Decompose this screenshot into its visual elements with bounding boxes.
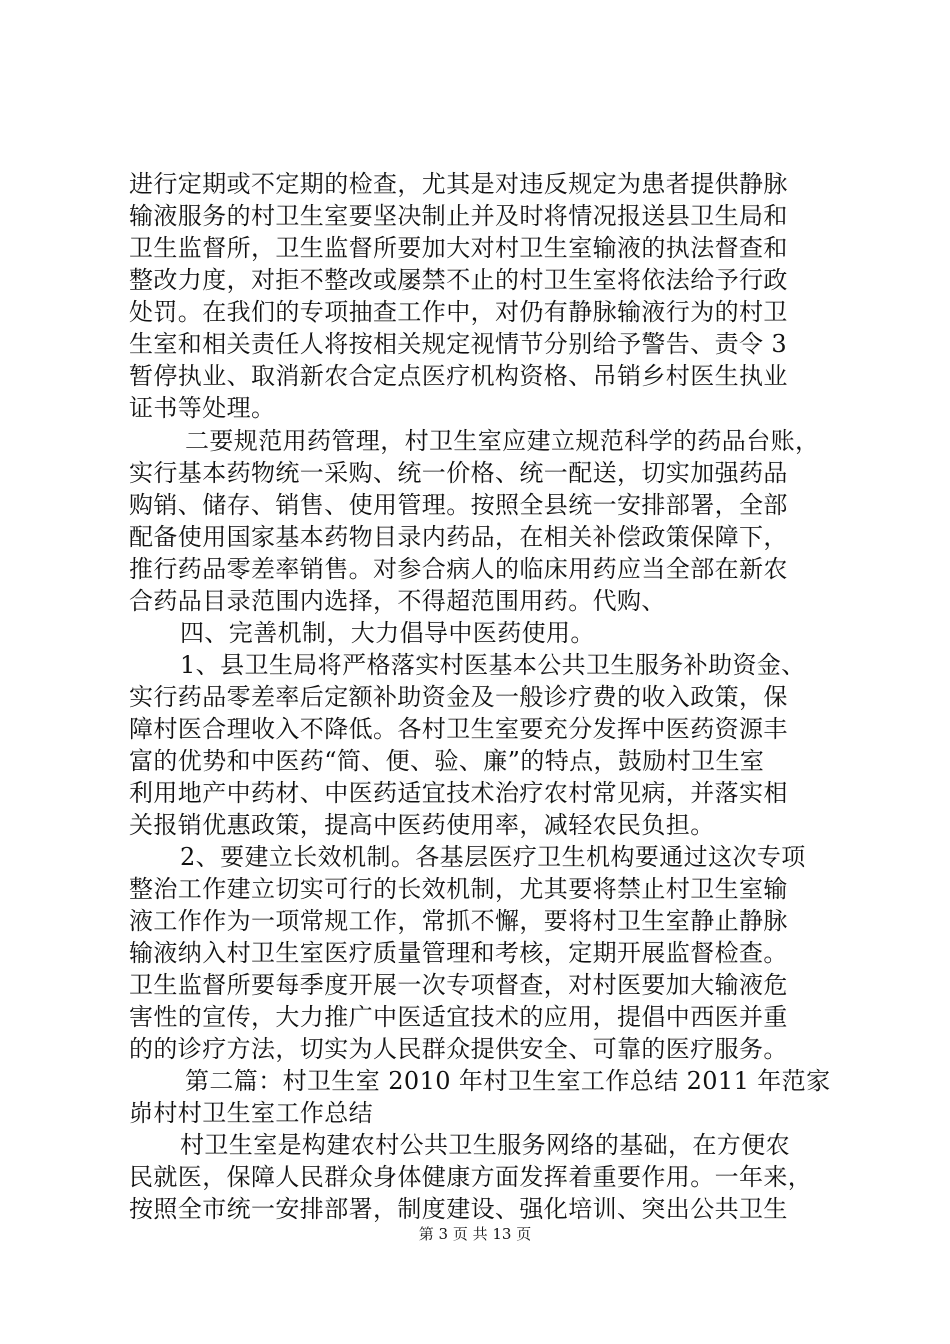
text-line-22: 2、要建立长效机制。各基层医疗卫生机构要通过这次专项 xyxy=(180,843,806,871)
text-line-10: 实行基本药物统一采购、统一价格、统一配送，切实加强药品 xyxy=(129,459,788,487)
text-line-24: 液工作作为一项常规工作，常抓不懈，要将村卫生室静止静脉 xyxy=(129,907,788,935)
text-line-26: 卫生监督所要每季度开展一次专项督查，对村医要加大输液危 xyxy=(129,971,788,999)
text-line-16: 1、县卫生局将严格落实村医基本公共卫生服务补助资金、 xyxy=(180,651,806,679)
text-line-19: 富的优势和中医药“简、便、验、廉”的特点，鼓励村卫生室 xyxy=(129,747,765,775)
text-line-12: 配备使用国家基本药物目录内药品，在相关补偿政策保障下， xyxy=(129,523,788,551)
text-line-28: 的的诊疗方法，切实为人民群众提供安全、可靠的医疗服务。 xyxy=(129,1035,788,1063)
text-line-21: 关报销优惠政策，提高中医药使用率，减轻农民负担。 xyxy=(129,811,715,839)
text-line-3: 卫生监督所，卫生监督所要加大对村卫生室输液的执法督查和 xyxy=(129,234,788,262)
text-line-33: 按照全市统一安排部署，制度建设、强化培训、突出公共卫生 xyxy=(129,1195,788,1223)
page-number-label: 第 3 页 共 13 页 xyxy=(418,1225,532,1243)
text-line-13: 推行药品零差率销售。对参合病人的临床用药应当全部在新农 xyxy=(129,555,788,583)
text-line-8: 证书等处理。 xyxy=(129,394,276,422)
text-line-15: 四、完善机制，大力倡导中医药使用。 xyxy=(180,619,595,647)
text-line-29: 第二篇：村卫生室 2010 年村卫生室工作总结 2011 年范家 xyxy=(185,1067,831,1095)
text-line-27: 害性的宣传，大力推广中医适宜技术的应用，提倡中西医并重 xyxy=(129,1003,788,1031)
text-line-18: 障村医合理收入不降低。各村卫生室要充分发挥中医药资源丰 xyxy=(129,715,788,743)
text-line-11: 购销、储存、销售、使用管理。按照全县统一安排部署，全部 xyxy=(129,491,788,519)
text-line-23: 整治工作建立切实可行的长效机制，尤其要将禁止村卫生室输 xyxy=(129,875,788,903)
text-line-20: 利用地产中药材、中医药适宜技术治疗农村常见病，并落实相 xyxy=(129,779,788,807)
text-line-4: 整改力度，对拒不整改或屡禁不止的村卫生室将依法给予行政 xyxy=(129,266,788,294)
text-line-2: 输液服务的村卫生室要坚决制止并及时将情况报送县卫生局和 xyxy=(129,202,788,230)
text-line-30: 峁村村卫生室工作总结 xyxy=(129,1099,373,1127)
text-line-5: 处罚。在我们的专项抽查工作中，对仍有静脉输液行为的村卫 xyxy=(129,298,788,326)
text-line-6: 生室和相关责任人将按相关规定视情节分别给予警告、责令 3 xyxy=(129,330,788,358)
text-line-7: 暂停执业、取消新农合定点医疗机构资格、吊销乡村医生执业 xyxy=(129,362,788,390)
text-line-14: 合药品目录范围内选择，不得超范围用药。代购、 xyxy=(129,587,666,615)
page-footer xyxy=(0,1224,950,1244)
text-line-17: 实行药品零差率后定额补助资金及一般诊疗费的收入政策，保 xyxy=(129,683,788,711)
text-line-25: 输液纳入村卫生室医疗质量管理和考核，定期开展监督检查。 xyxy=(129,939,788,967)
text-line-32: 民就医，保障人民群众身体健康方面发挥着重要作用。一年来， xyxy=(129,1163,813,1191)
text-line-1: 进行定期或不定期的检查，尤其是对违反规定为患者提供静脉 xyxy=(129,170,788,198)
text-line-31: 村卫生室是构建农村公共卫生服务网络的基础，在方便农 xyxy=(180,1131,790,1159)
text-line-9: 二要规范用药管理，村卫生室应建立规范科学的药品台账， xyxy=(185,427,820,455)
